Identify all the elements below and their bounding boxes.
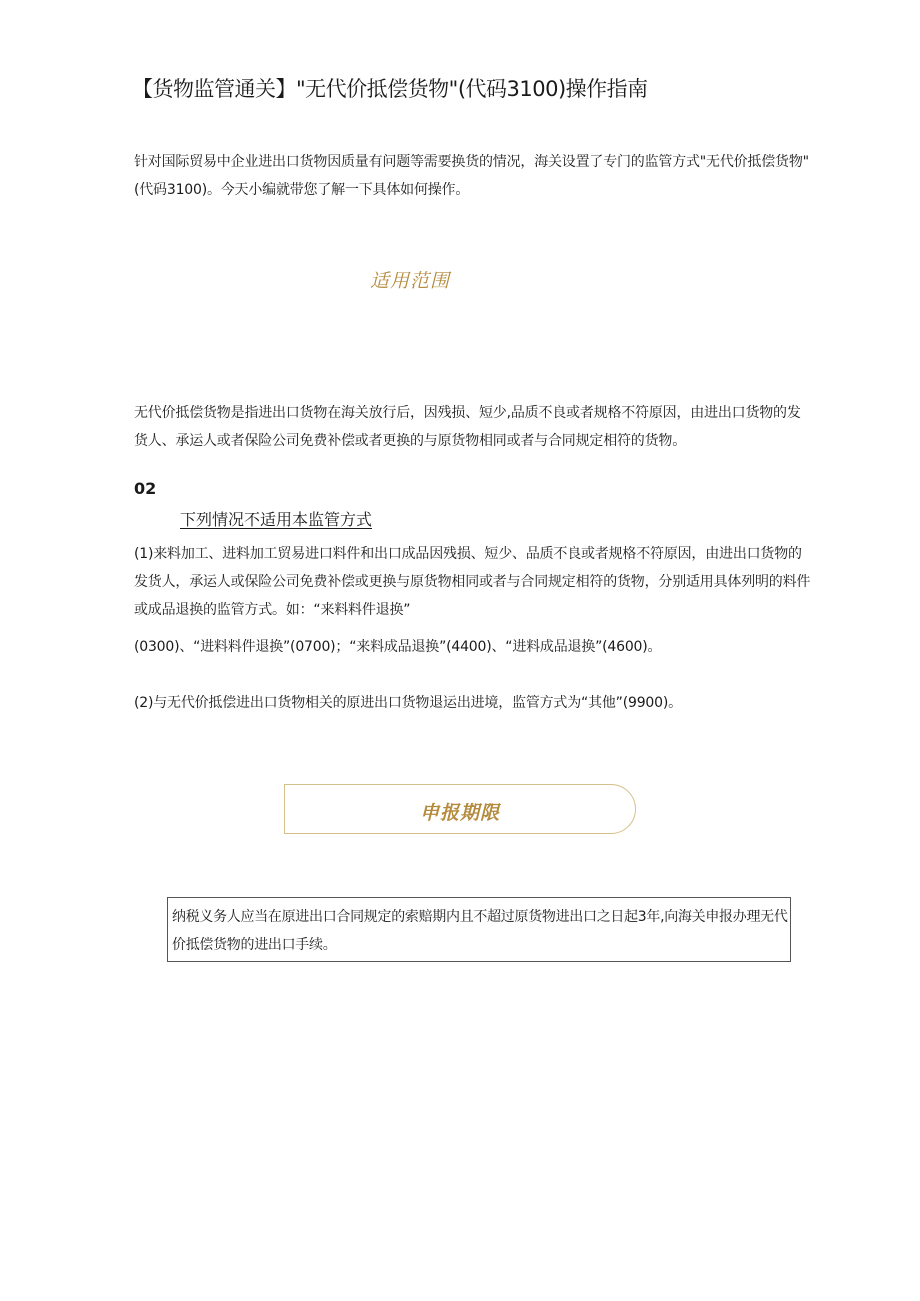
exclusion-item-2: (2)与无代价抵偿进出口货物相关的原进出口货物退运出进境，监管方式为“其他”(9900)。 bbox=[134, 695, 682, 711]
period-heading: 申报期限 bbox=[420, 802, 501, 824]
deadline-box bbox=[167, 897, 791, 962]
section-number: 02 bbox=[134, 479, 157, 498]
deadline-text: 纳税义务人应当在原进出口合同规定的索赔期内且不超过原货物进出口之日起3年,向海关申报办理无代价抵偿货物的进出口手续。 bbox=[172, 909, 788, 953]
exclusion-item-1: (1)来料加工、进料加工贸易进口料件和出口成品因残损、短少、品质不良或者规格不符原因，由进出口货物的发货人，承运人或保险公司免费补偿或更换与原货物相同或者与合同规定相符的货物，分别适用具体列明的料件或成品退换的监管方式。如：“来料料件退换” bbox=[134, 546, 811, 618]
scope-heading: 适用范围 bbox=[370, 270, 451, 292]
scope-paragraph: 无代价抵偿货物是指进出口货物在海关放行后，因残损、短少,品质不良或者规格不符原因，由进出口货物的发货人、承运人或者保险公司免费补偿或者更换的与原货物相同或者与合同规定相符的货物。 bbox=[134, 405, 801, 449]
intro-paragraph: 针对国际贸易中企业进出口货物因质量有问题等需要换货的情况，海关设置了专门的监管方式"无代价抵偿货物"(代码3100)。今天小编就带您了解一下具体如何操作。 bbox=[134, 154, 809, 198]
exclusions-heading: 下列情况不适用本监管方式 bbox=[180, 510, 373, 529]
exclusion-item-1-codes: (0300)、“进料料件退换”(0700)；“来料成品退换”(4400)、“进料成品退换”(4600)。 bbox=[134, 639, 662, 655]
page-title: 【货物监管通关】"无代价抵偿货物"(代码3100)操作指南 bbox=[132, 77, 648, 101]
